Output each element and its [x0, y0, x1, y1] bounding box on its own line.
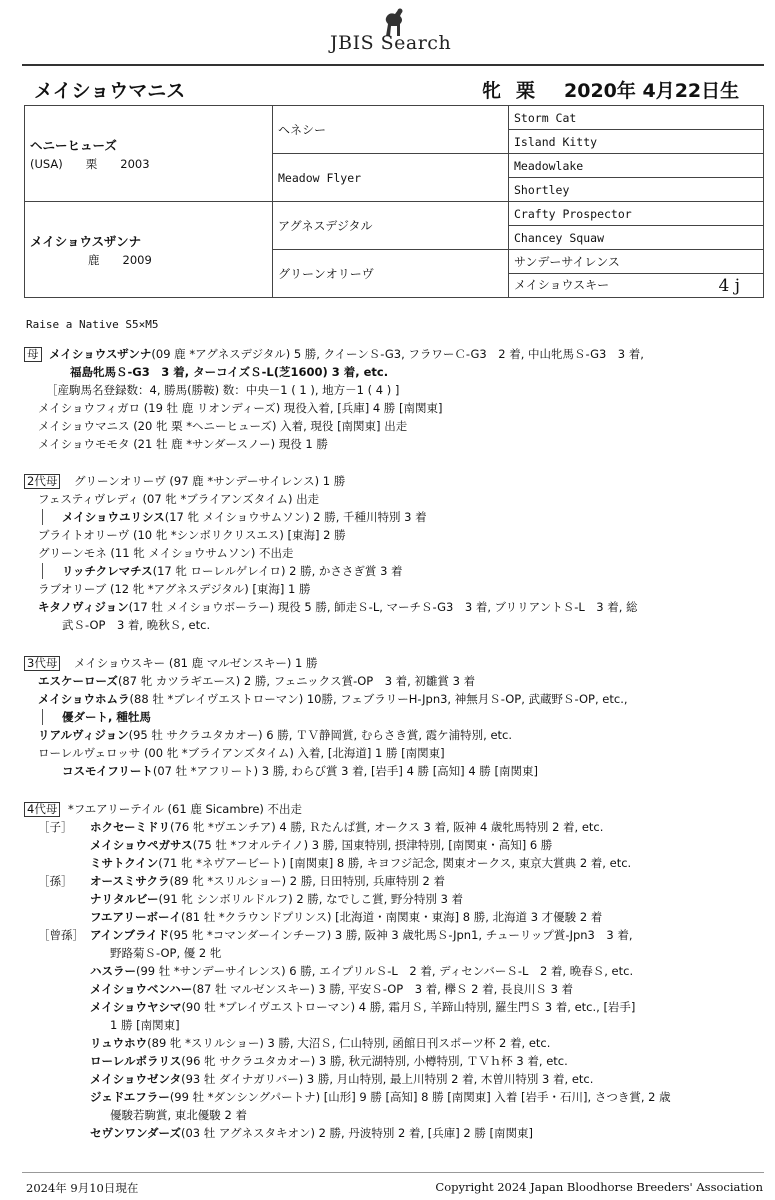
- horse-link[interactable]: メイショウベンハー: [90, 982, 193, 996]
- record-text: (76 牝 *ヴエンチア) 4 勝, Ｒたんぱ賞, オークス 3 着, 阪神 4 歳牝馬特別 2 着, etc.: [170, 820, 604, 834]
- record-text: 優ダート, 種牡馬: [62, 710, 151, 724]
- horse-link[interactable]: リッチクレマチス: [62, 564, 153, 578]
- footer-divider: [22, 1172, 764, 1173]
- pedigree-g3-4[interactable]: Shortley: [509, 178, 764, 202]
- list-item: [24, 726, 754, 744]
- record-text: *フエアリーテイル (61 鹿 Sicambre) 不出走: [67, 802, 303, 816]
- record-text: (96 牝 サクラユタカオー) 3 勝, 秋元湖特別, 小樽特別, ＴＶｈ杯 3 着, etc.: [181, 1054, 568, 1068]
- list-item: [24, 944, 754, 962]
- list-item: メイショウマニス (20 牝 栗 *ヘニーヒューズ) 入着, 現役 [南関東] 出走: [38, 419, 408, 433]
- record-text: (17 牡 メイショウボーラー) 現役 5 勝, 師走Ｓ-L, マーチＳ-G3 3 着, ブリリアントＳ-L 3 着, 総: [128, 600, 638, 614]
- pedigree-sire: [25, 106, 273, 202]
- second-dam-section: [24, 472, 754, 634]
- list-item: [24, 598, 754, 616]
- list-item: [24, 1070, 754, 1088]
- record-text: (99 牡 *ダンシングパートナ) [山形] 9 勝 [高知] 8 勝 [南関東] 入着 [岩手・石川], さつき賞, 2 歳: [169, 1090, 671, 1104]
- horse-link[interactable]: エスケーローズ: [38, 674, 118, 688]
- horse-link[interactable]: メイショウスザンナ: [49, 347, 152, 361]
- list-item: グリーンモネ (11 牝 メイショウサムソン) 不出走: [38, 546, 294, 560]
- list-item: [24, 980, 754, 998]
- section-tag: 母: [24, 347, 42, 362]
- list-item: [24, 690, 754, 708]
- pedigree-dam: [25, 202, 273, 298]
- horse-link[interactable]: メイショウゼンタ: [90, 1072, 182, 1086]
- horse-link[interactable]: オースミサクラ: [90, 874, 170, 888]
- copyright: Copyright 2024 Japan Bloodhorse Breeders' Association: [435, 1180, 763, 1194]
- list-item: メイショウフィガロ (19 牡 鹿 リオンディーズ) 現役入着, [兵庫] 4 勝 [南関東]: [38, 401, 443, 415]
- record-text: (87 牡 マルゼンスキー) 3 勝, 平安Ｓ-OP 3 着, 欅Ｓ 2 着, 長良川Ｓ 3 着: [192, 982, 574, 996]
- record-text: (95 牡 サクラユタカオー) 6 勝, ＴＶ静岡賞, むらさき賞, 霞ケ浦特別, etc.: [128, 728, 513, 742]
- section-tag: 4代母: [24, 802, 60, 817]
- record-text: (07 牡 *アフリート) 3 勝, わらび賞 3 着, [岩手] 4 勝 [高知] 4 勝 [南関東]: [152, 764, 538, 778]
- horse-link[interactable]: コスモイフリート: [62, 764, 153, 778]
- list-item: [24, 836, 754, 854]
- list-item: [24, 854, 754, 872]
- list-item: [24, 1106, 754, 1124]
- record-text: (81 牡 *クラウンドプリンス) [北海道・南関東・東海] 8 勝, 北海道 3 才優駿 2 着: [180, 910, 603, 924]
- pedigree-g3-7[interactable]: サンデーサイレンス: [509, 250, 764, 274]
- tree-connector: [42, 509, 43, 525]
- record-text: (95 牝 *コマンダーインチーフ) 3 勝, 阪神 3 歳牝馬Ｓ-Jpn1, チューリップ賞-Jpn3 3 着,: [169, 928, 633, 942]
- horse-link[interactable]: ローレルポラリス: [90, 1054, 182, 1068]
- list-item: 武Ｓ-OP 3 着, 晩秋Ｓ, etc.: [62, 618, 211, 632]
- horse-link[interactable]: フエアリーボーイ: [90, 910, 181, 924]
- list-item: [24, 962, 754, 980]
- tree-connector: [42, 563, 43, 579]
- list-item: [24, 345, 754, 363]
- header-divider: [22, 64, 764, 66]
- record-text: (88 牡 *ブレイヴエストローマン) 10勝, フェブラリーH-Jpn3, 神無月Ｓ-OP, 武蔵野Ｓ-OP, etc.,: [129, 692, 628, 706]
- section-tag: 3代母: [24, 656, 60, 671]
- record-text: (99 牡 *サンデーサイレンス) 6 勝, エイプリルＳ-L 2 着, ディセンバーＳ-L 2 着, 晩春Ｓ, etc.: [136, 964, 634, 978]
- sire-info: (USA) 栗 2003: [30, 156, 150, 171]
- pedigree-sire-sire[interactable]: ヘネシー: [273, 106, 509, 154]
- list-item: [24, 908, 754, 926]
- record-text: (89 牝 *スリルショー) 3 勝, 大沼Ｓ, 仁山特別, 函館日刊スポーツ杯 2 着, etc.: [147, 1036, 551, 1050]
- pedigree-dam-dam[interactable]: グリーンオリーヴ: [273, 250, 509, 298]
- record-text: (75 牡 *フオルテイノ) 3 勝, 国東特別, 摂津特別, [南関東・高知] 6 勝: [192, 838, 553, 852]
- pedigree-sire-dam[interactable]: Meadow Flyer: [273, 154, 509, 202]
- list-item: [24, 508, 754, 526]
- list-item: [24, 562, 754, 580]
- list-item: [24, 872, 754, 890]
- pedigree-g3-8-name[interactable]: メイショウスキー: [514, 277, 610, 292]
- inbreeding-cross: Raise a Native S5×M5: [26, 318, 159, 331]
- record-text: (09 鹿 *アグネスデジタル) 5 勝, クイーンＳ-G3, フラワーＣ-G3 2 着, 中山牝馬Ｓ-G3 3 着,: [151, 347, 644, 361]
- record-text: (87 牝 カツラギエース) 2 勝, フェニックス賞-OP 3 着, 初雛賞 3 着: [117, 674, 476, 688]
- list-item: [24, 800, 754, 818]
- dam-name[interactable]: メイショウスザンナ: [30, 233, 142, 249]
- record-text: メイショウスキー (81 鹿 マルゼンスキー) 1 勝: [73, 656, 318, 670]
- fourth-dam-section: [24, 800, 754, 1142]
- horse-link[interactable]: キタノヴィジョン: [38, 600, 129, 614]
- horse-link[interactable]: ホクセーミドリ: [90, 820, 171, 834]
- horse-name: メイショウマニス: [34, 80, 186, 102]
- horse-link[interactable]: ナリタルビー: [90, 892, 159, 906]
- tree-connector: [42, 709, 43, 725]
- horse-link[interactable]: リアルヴィジョン: [38, 728, 129, 742]
- record-text: 野路菊Ｓ-OP, 優 2 牝: [110, 946, 222, 960]
- pedigree-g3-5[interactable]: Crafty Prospector: [509, 202, 764, 226]
- pedigree-dam-sire[interactable]: アグネスデジタル: [273, 202, 509, 250]
- relation-label: ［曾孫］: [38, 928, 84, 942]
- horse-link[interactable]: ミサトクイン: [90, 856, 159, 870]
- record-text: 1 勝 [南関東]: [110, 1018, 180, 1032]
- record-text: (71 牝 *ネヴアービート) [南関東] 8 勝, キヨフジ記念, 関東オークス, 東京大賞典 2 着, etc.: [158, 856, 632, 870]
- horse-link[interactable]: セヴンワンダーズ: [90, 1126, 181, 1140]
- record-text: 優駿若駒賞, 東北優駿 2 着: [110, 1108, 247, 1122]
- list-item: フェスティヴレディ (07 牝 *ブライアンズタイム) 出走: [38, 492, 320, 506]
- third-dam-section: [24, 654, 754, 780]
- dam-section: [24, 345, 754, 453]
- list-item: [24, 1034, 754, 1052]
- jbis-search-logo[interactable]: [330, 6, 460, 52]
- record-text: (93 牡 ダイナガリバー) 3 勝, 月山特別, 最上川特別 2 着, 木曽川特別 3 着, etc.: [181, 1072, 594, 1086]
- record-text: (17 牝 ローレルゲレイロ) 2 勝, かささぎ賞 3 着: [152, 564, 403, 578]
- horse-link[interactable]: メイショウペガサス: [90, 838, 193, 852]
- pedigree-g3-1[interactable]: Storm Cat: [509, 106, 764, 130]
- horse-link[interactable]: アインブライド: [90, 928, 170, 942]
- list-item: [24, 926, 754, 944]
- as-of-date: 2024年 9月10日現在: [26, 1181, 139, 1195]
- section-tag: 2代母: [24, 474, 60, 489]
- list-item: [24, 1088, 754, 1106]
- horse-link[interactable]: メイショウホムラ: [38, 692, 130, 706]
- list-item: [24, 818, 754, 836]
- horse-link[interactable]: ジェドエフラー: [90, 1090, 170, 1104]
- horse-link[interactable]: メイショウユリシス: [62, 510, 165, 524]
- pedigree-table: [24, 105, 764, 298]
- horse-link[interactable]: メイショウヤシマ: [90, 1000, 182, 1014]
- relation-label: ［子］: [38, 820, 73, 834]
- dam-info: 鹿 2009: [88, 252, 152, 267]
- relation-label: ［孫］: [38, 874, 73, 888]
- list-item: ローレルヴェロッサ (00 牝 *ブライアンズタイム) 入着, [北海道] 1 勝 [南関東]: [38, 746, 445, 760]
- list-item: [24, 998, 754, 1016]
- pedigree-g3-8: [509, 274, 764, 298]
- list-item: [24, 1052, 754, 1070]
- list-item: [24, 472, 754, 490]
- record-text: (03 牡 アグネスタキオン) 2 勝, 丹波特別 2 着, [兵庫] 2 勝 [南関東]: [180, 1126, 534, 1140]
- horse-link[interactable]: リュウホウ: [90, 1036, 148, 1050]
- list-item: [24, 654, 754, 672]
- horse-color: 栗: [516, 80, 536, 102]
- list-item: [24, 1016, 754, 1034]
- list-item: [24, 708, 754, 726]
- list-item: メイショウモモタ (21 牡 鹿 *サンダースノー) 現役 1 勝: [38, 437, 328, 451]
- inbreed-mark: 4 j: [718, 275, 740, 296]
- pedigree-g3-6[interactable]: Chancey Squaw: [509, 226, 764, 250]
- list-item: [24, 1124, 754, 1142]
- list-item: 福島牝馬Ｓ-G3 3 着, ターコイズＳ-L(芝1600) 3 着, etc.: [70, 365, 389, 379]
- pedigree-g3-3[interactable]: Meadowlake: [509, 154, 764, 178]
- record-text: (17 牝 メイショウサムソン) 2 勝, 千種川特別 3 着: [164, 510, 427, 524]
- horse-sex: 牝: [482, 80, 502, 102]
- list-item: [24, 672, 754, 690]
- sire-name[interactable]: ヘニーヒューズ: [30, 137, 117, 153]
- record-text: (89 牝 *スリルショー) 2 勝, 日田特別, 兵庫特別 2 着: [169, 874, 445, 888]
- list-item: ［産駒馬名登録数：4, 勝馬(勝鞍) 数：中央－1 ( 1 ), 地方－1 ( 4 ) ]: [46, 383, 400, 397]
- record-text: グリーンオリーヴ (97 鹿 *サンデーサイレンス) 1 勝: [73, 474, 346, 488]
- record-text: (90 牡 *ブレイヴエストローマン) 4 勝, 霜月Ｓ, 羊蹄山特別, 羅生門Ｓ 3 着, etc., [岩手]: [181, 1000, 636, 1014]
- list-item: ブライトオリーヴ (10 牝 *シンボリクリスエス) [東海] 2 勝: [38, 528, 346, 542]
- list-item: [24, 762, 754, 780]
- horse-link[interactable]: ハスラー: [90, 964, 136, 978]
- descendant-list: [24, 818, 754, 1142]
- horse-title-row: [34, 76, 740, 102]
- list-item: [24, 890, 754, 908]
- horse-birth-date: 2020年 4月22日生: [564, 80, 740, 102]
- logo-text: JBIS Search: [330, 32, 452, 54]
- record-text: (91 牝 シンボリルドルフ) 2 勝, なでしこ賞, 野分特別 3 着: [158, 892, 464, 906]
- list-item: ラブオリーブ (12 牝 *アグネスデジタル) [東海] 1 勝: [38, 582, 311, 596]
- pedigree-g3-2[interactable]: Island Kitty: [509, 130, 764, 154]
